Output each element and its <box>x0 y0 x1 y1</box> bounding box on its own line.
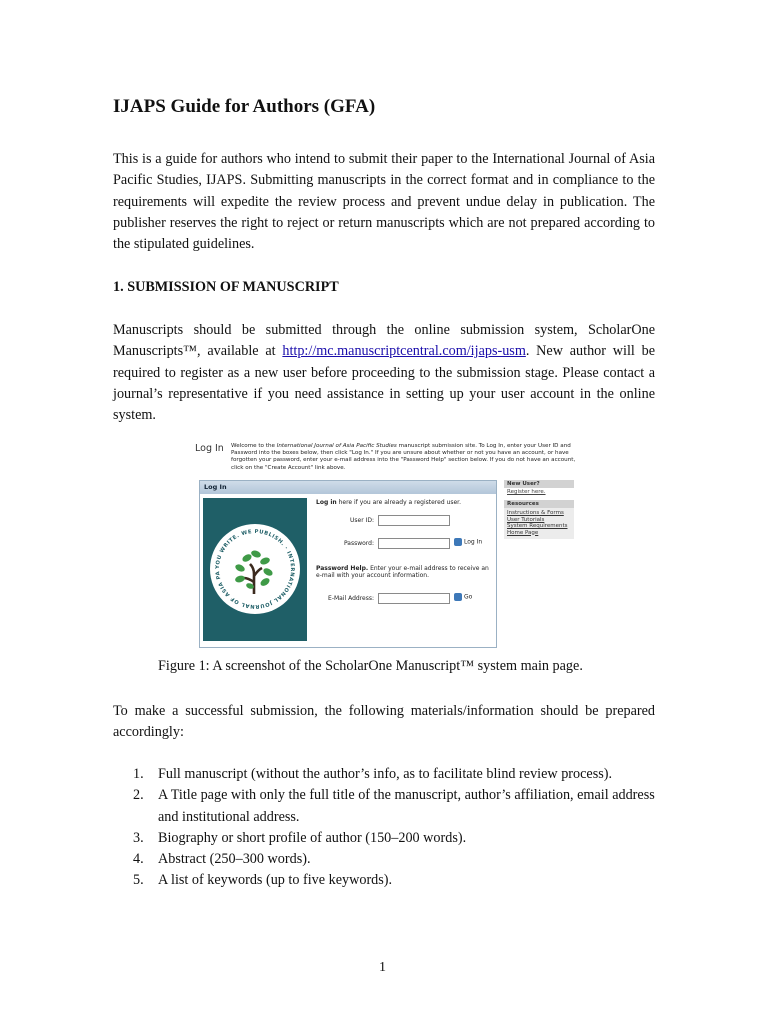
journal-logo-box <box>203 498 307 641</box>
tree-icon <box>234 549 274 594</box>
list-item <box>133 870 655 891</box>
resource-link[interactable]: System Requirements <box>507 523 568 529</box>
login-prompt <box>316 499 494 511</box>
user-id-label: User ID: <box>350 517 374 524</box>
list-item-text: A Title page with only the full title of the manuscript, author’s affiliation, email address and institutional address. <box>158 787 655 825</box>
journal-logo <box>210 524 300 614</box>
resource-link[interactable]: Instructions & Forms <box>507 510 564 516</box>
go-button[interactable] <box>454 593 472 601</box>
leaf-icon <box>234 575 245 584</box>
list-item-number: 1. <box>133 766 144 782</box>
list-item-number: 3. <box>133 829 144 846</box>
list-item-number: 4. <box>133 851 144 868</box>
password-help-bold: Password Help. <box>316 565 369 572</box>
list-item-text: Full manuscript (without the author’s info, as to facilitate blind review process). <box>158 766 613 782</box>
list-item <box>133 849 655 870</box>
new-user-heading: New User? <box>504 480 574 488</box>
list-item <box>133 764 655 785</box>
materials-list <box>133 764 655 892</box>
logo-ring-text: YOU WRITE. WE PUBLISH. · INTERNATIONAL JOURNAL OF ASIA PA <box>214 528 296 610</box>
leaf-icon <box>241 553 253 564</box>
list-item-text: Abstract (250–300 words). <box>158 851 311 868</box>
section-heading: 1. SUBMISSION OF MANUSCRIPT <box>113 279 339 295</box>
leaf-icon <box>259 556 271 565</box>
login-button[interactable] <box>454 538 482 546</box>
figure-login-title: Log In <box>195 443 224 454</box>
user-id-input[interactable] <box>378 515 450 526</box>
email-label: E-Mail Address: <box>328 595 374 602</box>
list-item-number: 5. <box>133 872 144 889</box>
resources-list <box>504 508 574 539</box>
password-help-rest: Enter your e-mail address to receive an e-mail with your account information. <box>316 565 489 579</box>
register-link[interactable]: Register here. <box>507 489 546 495</box>
password-input[interactable] <box>378 538 450 549</box>
list-item <box>133 785 655 828</box>
submission-text-a: Manuscripts should be submitted through the online submission system, ScholarOne Manuscripts™, available at <box>113 322 655 360</box>
manuscript-central-link[interactable]: http://mc.manuscriptcentral.com/ijaps-usm <box>282 343 526 360</box>
login-panel-header: Log In <box>200 481 496 494</box>
materials-intro: To make a successful submission, the following materials/information should be prepared accordingly: <box>113 703 655 741</box>
login-prompt-rest: here if you are already a registered user. <box>336 499 461 506</box>
login-arrow-icon <box>454 538 462 546</box>
resource-link[interactable]: Home Page <box>507 529 539 536</box>
resource-link[interactable]: User Tutorials <box>507 516 545 523</box>
resources-sidebar <box>504 480 574 539</box>
list-item <box>133 828 655 849</box>
submission-text-b: . New author will be required to register as a new user before proceeding to the submission stage. Please contact a journal’s representative if you need assistance in setting up your user account in the online system. <box>113 343 655 424</box>
login-button-label: Log In <box>464 538 483 546</box>
submission-paragraph <box>113 320 655 426</box>
login-panel <box>199 480 497 648</box>
leaf-icon <box>234 563 246 573</box>
login-prompt-bold: Log in <box>316 499 337 506</box>
list-item-text: Biography or short profile of author (150–200 words). <box>158 829 467 846</box>
leaf-icon <box>262 567 274 578</box>
intro-paragraph: This is a guide for authors who intend to submit their paper to the International Journal of Asia Pacific Studies, IJAPS. Submitting manuscripts in the correct format and in compliance to the requirements will expedite the review process and prevent undue delay in publication. The publisher reserves the right to reject or return manuscripts which are not prepared according to the stipulated guidelines. <box>113 151 655 253</box>
document-title: IJAPS Guide for Authors (GFA) <box>113 96 376 117</box>
figure-caption: Figure 1: A screenshot of the ScholarOne Manuscript™ system main page. <box>158 658 583 674</box>
email-input[interactable] <box>378 593 450 604</box>
password-help <box>316 565 494 585</box>
list-item-number: 2. <box>133 787 144 804</box>
scholarone-screenshot <box>195 440 575 646</box>
email-row <box>316 593 494 605</box>
go-arrow-icon <box>454 593 462 601</box>
welcome-journal-name: International Journal of Asia Pacific Studies <box>276 443 397 449</box>
page-number: 1 <box>379 960 386 975</box>
leaf-icon <box>250 549 262 558</box>
list-item-text: A list of keywords (up to five keywords). <box>158 872 393 889</box>
figure-welcome-text <box>231 443 577 472</box>
resources-heading: Resources <box>504 500 574 508</box>
password-row <box>316 538 494 550</box>
go-button-label: Go <box>464 593 473 601</box>
user-id-row <box>316 515 494 527</box>
welcome-text-a: Welcome to the <box>231 443 277 449</box>
welcome-text-b: manuscript submission site. To Log In, enter your User ID and Password into the boxes below, then click "Log In." If you are unsure about whether or not you have an account, or have forgotten your password, enter your e-mail address into the "Password Help" section below. If you do not have an account, click on the "Create Account" link above. <box>231 443 576 471</box>
tree-logo-icon <box>210 524 300 614</box>
leaf-icon <box>259 577 271 588</box>
password-label: Password: <box>343 540 374 547</box>
